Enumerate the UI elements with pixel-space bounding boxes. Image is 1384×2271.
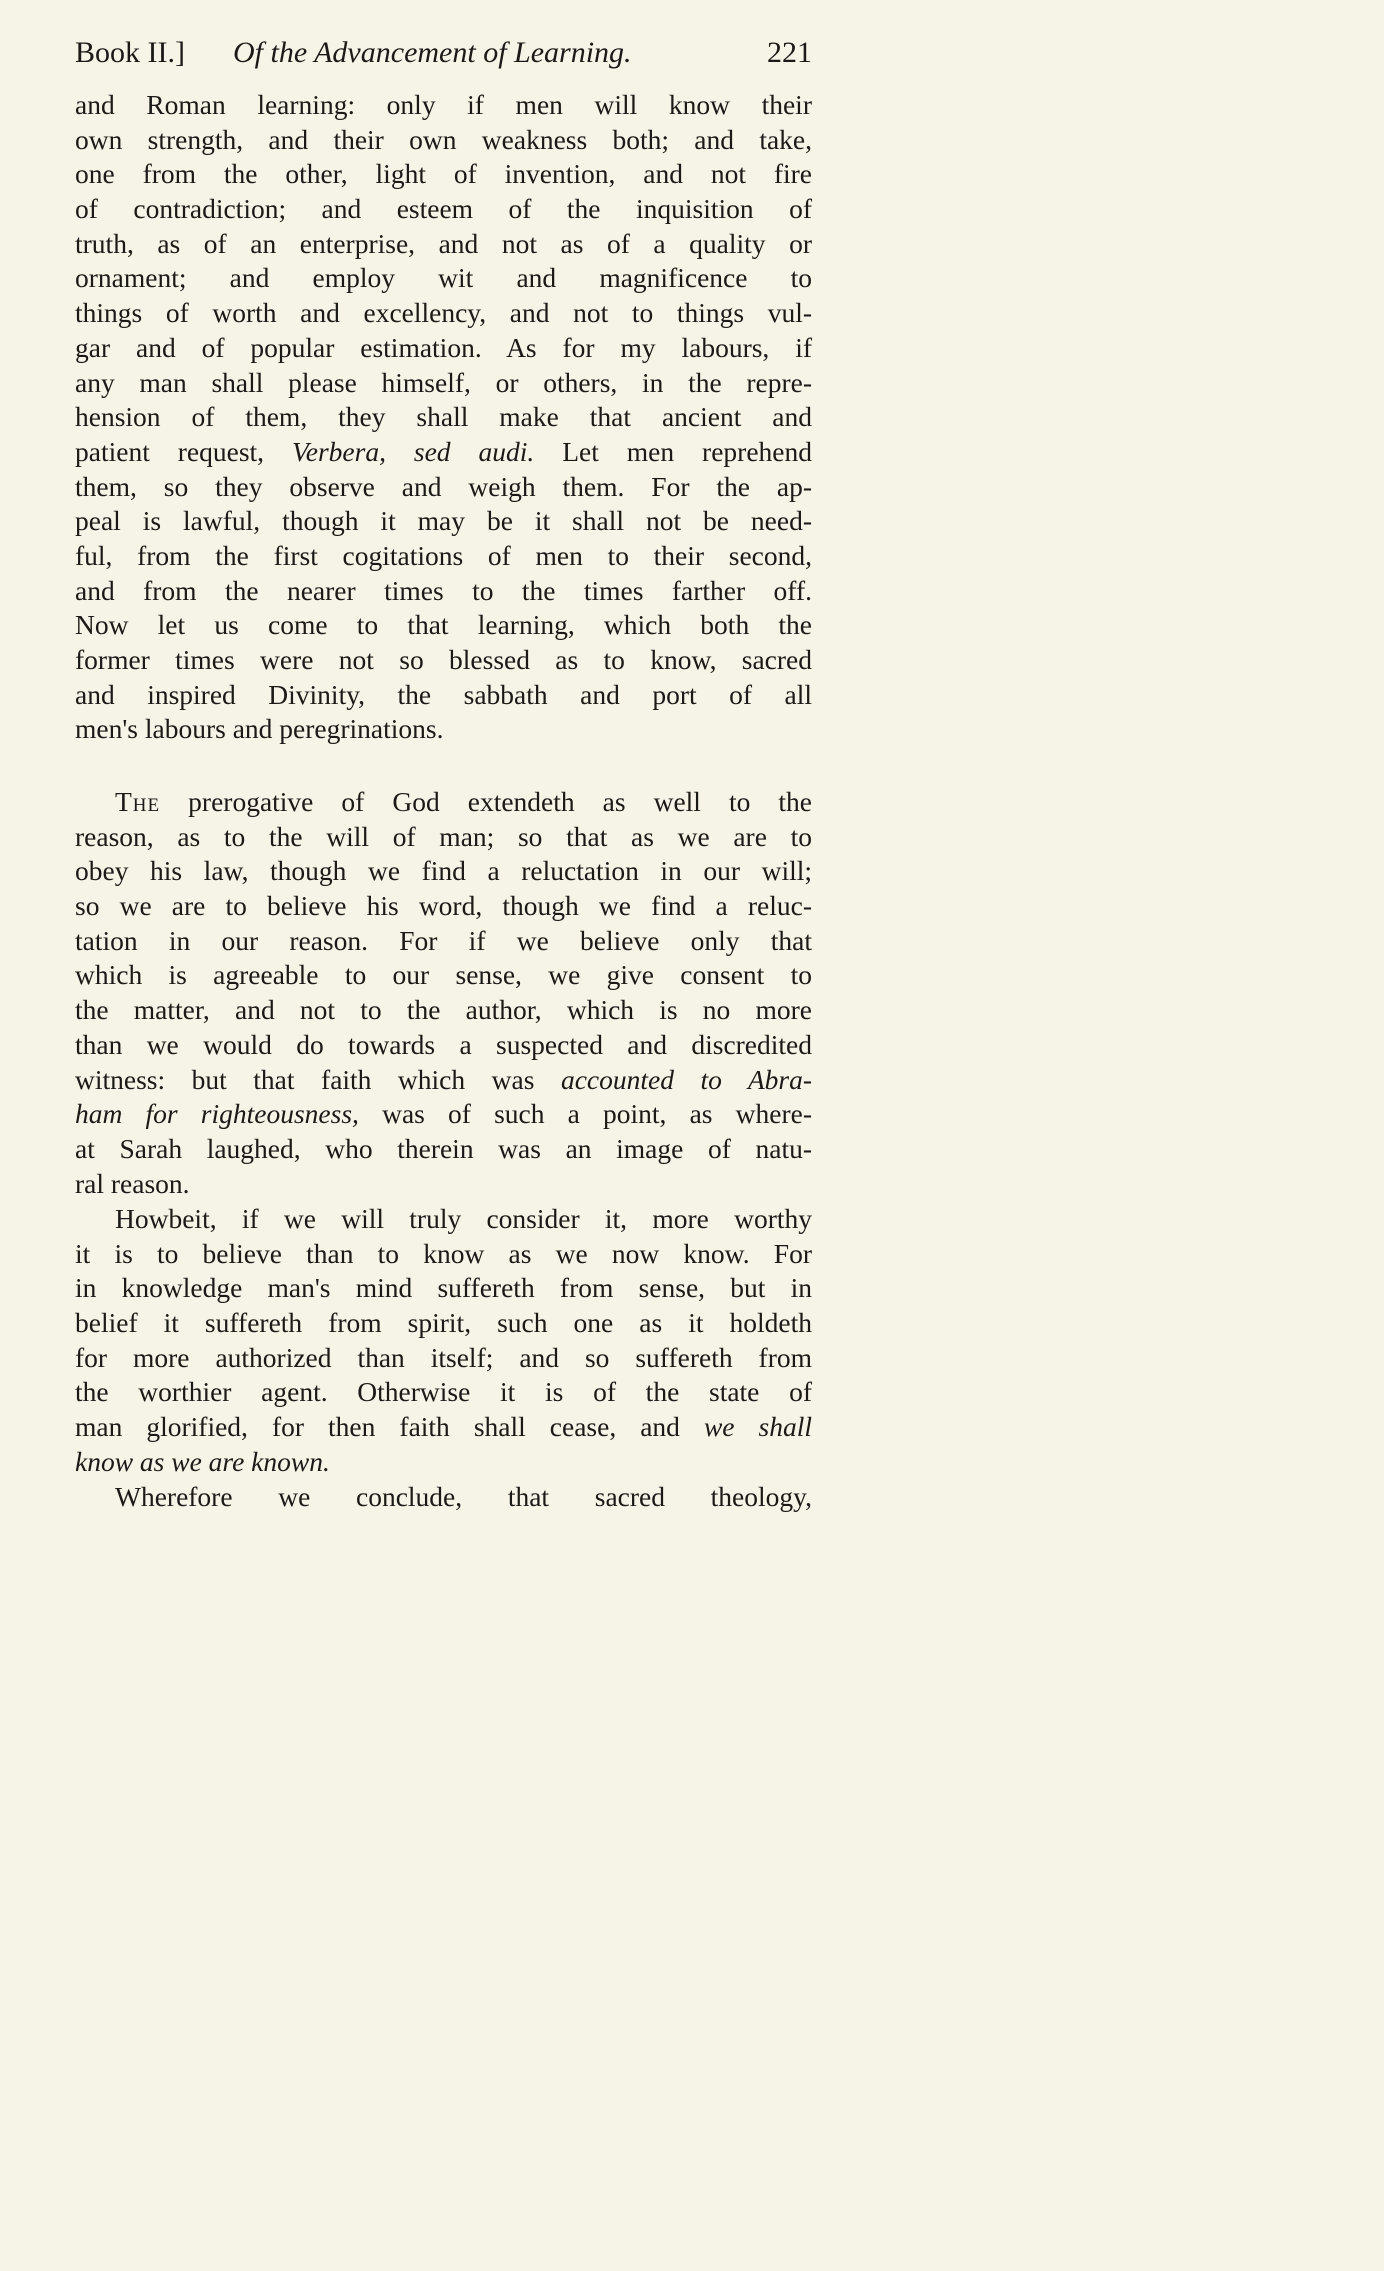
text-segment: Let men reprehend: [562, 435, 812, 467]
paragraph-2: [75, 785, 812, 1201]
text-line: Now let us come to that learning, which both the: [75, 609, 812, 641]
text-line: and inspired Divinity, the sabbath and port of all: [75, 678, 812, 710]
text-line: ral reason.: [75, 1167, 190, 1199]
chapter-title: Of the Advancement of Learning.: [233, 36, 632, 69]
text-line-mixed: [75, 785, 812, 820]
text-line: them, so they observe and weigh them. For the ap-: [75, 470, 812, 502]
paragraph-1: [75, 88, 812, 747]
text-line: of contradiction; and esteem of the inquisition of: [75, 193, 812, 225]
text-line-mixed: [75, 1410, 812, 1445]
paragraph-4: [75, 1480, 812, 1515]
text-line: the matter, and not to the author, which is no more: [75, 994, 812, 1026]
text-line: former times were not so blessed as to know, sacred: [75, 644, 812, 675]
text-line: Wherefore we conclude, that sacred theology,: [115, 1481, 812, 1512]
text-segment: was of such a point, as where-: [382, 1098, 812, 1130]
text-line: reason, as to the will of man; so that as we are to: [75, 820, 812, 852]
text-line: gar and of popular estimation. As for my labours, if: [75, 331, 812, 363]
text-line: and Roman learning: only if men will know their: [75, 89, 812, 120]
text-line: the worthier agent. Otherwise it is of the state of: [75, 1376, 812, 1408]
scripture-quote: accounted to Abra-: [560, 1063, 813, 1095]
text-segment: prerogative of God extendeth as well to the: [188, 786, 812, 817]
text-segment: patient request,: [75, 435, 265, 467]
text-line: it is to believe than to know as we now know. For: [75, 1237, 812, 1269]
text-line: tation in our reason. For if we believe only that: [75, 924, 812, 956]
text-line: peal is lawful, though it may be it shall not be need-: [75, 505, 812, 537]
text-line: hension of them, they shall make that ancient and: [75, 401, 812, 433]
text-line-italic: [75, 1445, 812, 1480]
text-line-mixed: [75, 1097, 812, 1132]
text-line-mixed: [75, 435, 812, 470]
text-line-mixed: [75, 1063, 812, 1098]
book-label: Book II.]: [75, 36, 185, 69]
text-line: truth, as of an enterprise, and not as of a quality or: [75, 227, 812, 259]
text-line: than we would do towards a suspected and discredited: [75, 1028, 812, 1060]
text-line: things of worth and excellency, and not to things vul-: [75, 297, 812, 329]
scripture-quote: ham for righteousness,: [75, 1098, 359, 1130]
text-line: obey his law, though we find a reluctation in our will;: [75, 855, 812, 887]
text-line: own strength, and their own weakness both; and take,: [75, 123, 812, 155]
text-line: Howbeit, if we will truly consider it, more worthy: [115, 1203, 812, 1234]
text-line: in knowledge man's mind suffereth from sense, but in: [75, 1272, 812, 1304]
text-line: for more authorized than itself; and so suffereth from: [75, 1341, 812, 1373]
text-line: belief it suffereth from spirit, such one as it holdeth: [75, 1307, 812, 1339]
running-head: [75, 33, 812, 73]
scripture-quote: know as we are known.: [75, 1445, 330, 1477]
text-line: at Sarah laughed, who therein was an image of natu-: [75, 1132, 812, 1164]
text-line: and from the nearer times to the times farther off.: [75, 574, 812, 606]
text-line: ful, from the first cogitations of men to their second,: [75, 539, 812, 571]
opening-word: The: [115, 786, 161, 817]
text-line: so we are to believe his word, though we find a reluc-: [75, 890, 812, 922]
text-line: men's labours and peregrinations.: [75, 713, 444, 745]
text-line: which is agreeable to our sense, we give consent to: [75, 959, 812, 991]
scripture-quote: we shall: [703, 1411, 813, 1443]
text-line: one from the other, light of invention, and not fire: [75, 158, 812, 190]
page-number: 221: [767, 36, 812, 69]
paragraph-3: [75, 1202, 812, 1480]
text-line: any man shall please himself, or others, in the repre-: [75, 366, 812, 398]
latin-quote: Verbera, sed audi.: [292, 435, 535, 467]
text-segment: man glorified, for then faith shall cease, and: [75, 1411, 680, 1443]
text-segment: witness: but that faith which was: [75, 1063, 535, 1095]
text-line: ornament; and employ wit and magnificence to: [75, 262, 812, 294]
